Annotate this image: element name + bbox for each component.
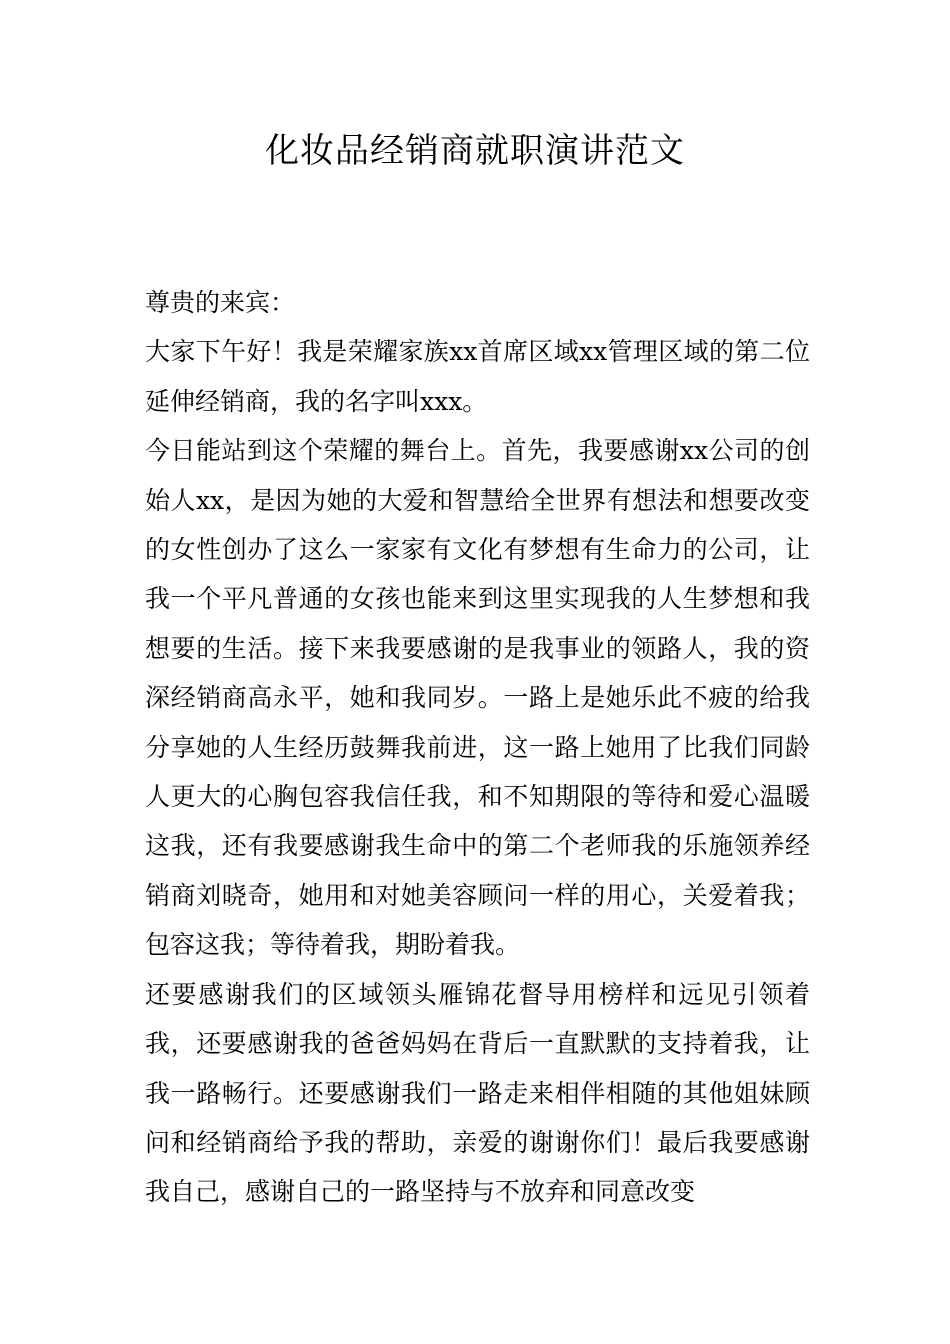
document-title: 化妆品经销商就职演讲范文 [265, 131, 685, 171]
document-body [145, 278, 810, 1217]
paragraph-1: 大家下午好！我是荣耀家族xx首席区域xx管理区域的第二位延伸经销商，我的名字叫xxx。 [145, 337, 810, 416]
salutation: 尊贵的来宾： [145, 288, 296, 317]
paragraph-3: 还要感谢我们的区域领头雁锦花督导用榜样和远见引领着我，还要感谢我的爸爸妈妈在背后一直默默的支持着我，让我一路畅行。还要感谢我们一路走来相伴相随的其他姐妹顾问和经销商给予我的帮助，亲爱的谢谢你们！最后我要感谢我自己，感谢自己的一路坚持与不放弃和同意改变 [145, 979, 810, 1207]
paragraph-2: 今日能站到这个荣耀的舞台上。首先，我要感谢xx公司的创始人xx，是因为她的大爱和智慧给全世界有想法和想要改变的女性创办了这么一家家有文化有梦想有生命力的公司，让我一个平凡普通的女孩也能来到这里实现我的人生梦想和我想要的生活。接下来我要感谢的是我事业的领路人，我的资深经销商高永平，她和我同岁。一路上是她乐此不疲的给我分享她的人生经历鼓舞我前进，这一路上她用了比我们同龄人更大的心胸包容我信任我，和不知期限的等待和爱心温暖这我，还有我要感谢我生命中的第二个老师我的乐施领养经销商刘晓奇，她用和对她美容顾问一样的用心，关爱着我；包容这我；等待着我，期盼着我。 [145, 436, 810, 960]
